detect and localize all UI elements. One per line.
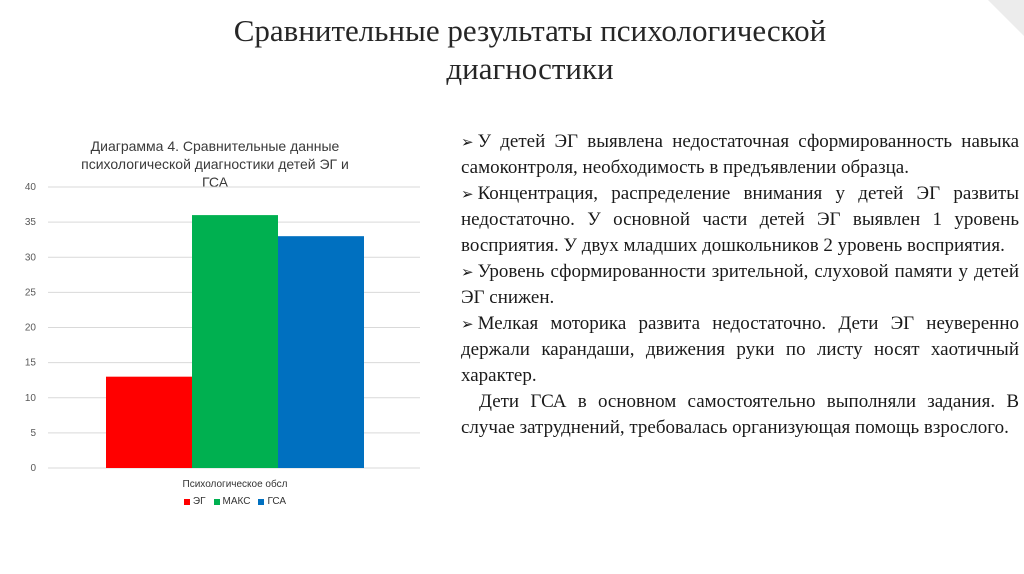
chart-legend bbox=[160, 496, 310, 507]
legend-label-2: МАКС bbox=[222, 496, 251, 507]
y-tick-label-25: 25 bbox=[24, 287, 36, 299]
finding-memory: ➢ Уровень сформированности зрительной, слуховой памяти у детей ЭГ снижен. bbox=[461, 259, 1019, 311]
x-category-label: Психологическое обсл bbox=[182, 479, 288, 490]
y-tick-label-5: 5 bbox=[30, 427, 36, 439]
corner-decoration bbox=[988, 0, 1024, 36]
chart-title-line-2: психологической диагностики детей ЭГ и bbox=[81, 156, 349, 172]
chart-title-line-1: Диаграмма 4. Сравнительные данные bbox=[90, 138, 340, 154]
finding-motor-skills: ➢ Мелкая моторика развита недостаточно. Дети ЭГ неуверенно держали карандаши, движения руки по листу носят хаотичный характер. bbox=[461, 311, 1019, 389]
bar-2 bbox=[192, 215, 278, 468]
bar-3 bbox=[278, 236, 364, 468]
y-tick-label-20: 20 bbox=[24, 322, 36, 334]
legend-item-2 bbox=[214, 496, 251, 507]
y-tick-label-40: 40 bbox=[24, 182, 36, 193]
legend-swatch-2 bbox=[214, 499, 220, 505]
slide-title-line-2: диагностики bbox=[446, 51, 614, 86]
bar-1 bbox=[106, 377, 192, 468]
finding-gsa-children: Дети ГСА в основном самостоятельно выполняли задания. В случае затруднений, требовалась организующая помощь взрослого. bbox=[461, 391, 1019, 438]
findings-text bbox=[461, 129, 1019, 441]
y-tick-label-30: 30 bbox=[24, 252, 36, 264]
y-tick-label-15: 15 bbox=[24, 357, 36, 369]
chart-plot-area bbox=[0, 0, 440, 574]
legend-item-1 bbox=[184, 496, 206, 507]
legend-label-1: ЭГ bbox=[192, 496, 206, 507]
chart-title-line-3: ГСА bbox=[201, 174, 229, 190]
legend-swatch-1 bbox=[184, 499, 190, 505]
slide-title-line-1: Сравнительные результаты психологической bbox=[233, 13, 827, 48]
legend-label-3: ГСА bbox=[267, 496, 287, 507]
legend-swatch-3 bbox=[258, 499, 264, 505]
finding-self-control: ➢ У детей ЭГ выявлена недостаточная сформированность навыка самоконтроля, необходимость в предъявлении образца. bbox=[461, 129, 1019, 181]
y-tick-label-0: 0 bbox=[30, 463, 36, 474]
bar-chart bbox=[0, 0, 440, 574]
legend-item-3 bbox=[258, 496, 286, 507]
y-tick-label-35: 35 bbox=[24, 217, 36, 229]
finding-attention: ➢ Концентрация, распределение внимания у детей ЭГ развиты недостаточно. У основной части детей ЭГ выявлен 1 уровень восприятия. У двух младших дошкольников 2 уровень восприятия. bbox=[461, 181, 1019, 259]
y-tick-label-10: 10 bbox=[24, 392, 36, 404]
